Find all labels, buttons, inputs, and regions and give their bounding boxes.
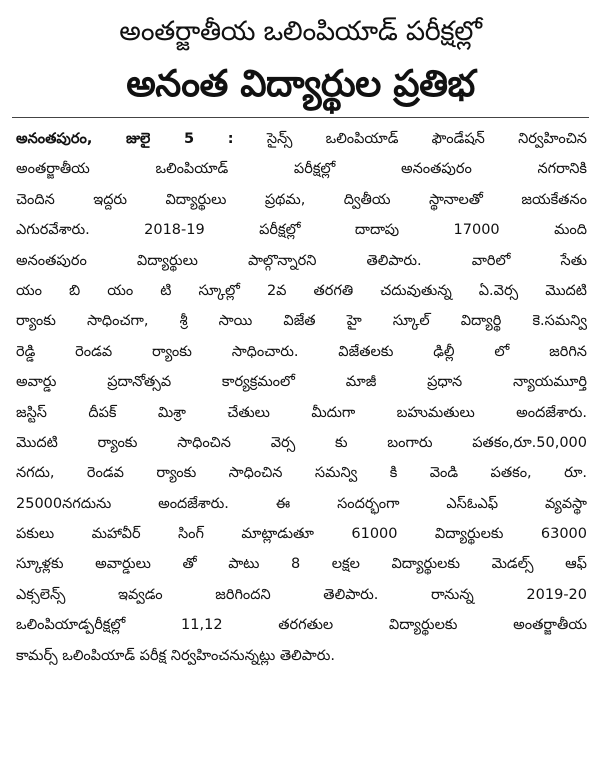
headline-title: అనంత విద్యార్థుల ప్రతిభ [126,62,475,105]
article-line: జస్టిస్ దీపక్ మిశ్రా చేతులు మీదుగా బహుమతులు అందజేశారు. [16,404,587,421]
article-line: స్కూళ్లకు అవార్డులు తో పాటు 8 లక్షల విద్యార్థులకు మెడల్స్ ఆఫ్ [16,556,587,573]
article-line: ర్యాంకు సాధించగా, శ్రీ సాయి విజేత హై స్కూల్ విద్యార్థి కె.సమన్వి [16,313,587,330]
headline-deck: అంతర్జాతీయ ఒలింపియాడ్ పరీక్షల్లో [119,16,482,47]
article-line: చెందిన ఇద్దరు విద్యార్థులు ప్రథమ, ద్వితీయ స్థానాలతో జయకేతనం [16,191,587,208]
article-line: అనంతపురం విద్యార్థులు పాల్గొన్నారని తెలిపారు. వారిలో సేతు [16,252,587,269]
headline-divider [12,117,589,118]
article-line: ఎగురవేశారు. 2018-19 పరీక్షల్లో దాదాపు 17000 మంది [16,222,587,239]
article-line: కామర్స్ ఒలింపియాడ్ పరీక్ష నిర్వహించనున్నట్లు తెలిపారు. [16,647,335,664]
article-line: అవార్డు ప్రదానోత్సవ కార్యక్రమంలో మాజీ ప్రధాన న్యాయమూర్తి [16,374,587,391]
article-line: రెడ్డి రెండవ ర్యాంకు సాధించారు. విజేతలకు ఢిల్లీ లో జరిగిన [16,343,587,360]
article-line [16,124,587,154]
article-line: పకులు మహావీర్ సింగ్ మాట్లాడుతూ 61000 విద్యార్థులకు 63000 [16,526,587,543]
dateline: అనంతపురం, జులై 5 : [16,131,234,147]
article-body [16,124,587,671]
article-line: మొదటి ర్యాంకు సాధించిన వెర్స కు బంగారు పతకం,రూ.50,000 [16,434,587,451]
article-line: 25000నగదును అందజేశారు. ఈ సందర్భంగా ఎస్ఓఎఫ్ వ్యవస్థా [16,495,587,512]
article-line: యం బి యం టి స్కూల్లో 2వ తరగతి చదువుతున్న ఏ.వెర్స మొదటి [16,282,587,299]
article-line: నగదు, రెండవ ర్యాంకు సాధించిన సమన్వి కి వెండి పతకం, రూ. [16,465,587,482]
article-line: అంతర్జాతీయ ఒలింపియాడ్ పరీక్షల్లో అనంతపురం నగరానికి [16,161,587,178]
article-line: ఎక్సలెన్స్ ఇవ్వడం జరిగిందని తెలిపారు. రానున్న 2019-20 [16,586,587,603]
headline-block [0,0,601,112]
article-line-text: సైన్స్ ఒలింపియాడ్ ఫౌండేషన్ నిర్వహించిన [233,131,587,147]
article-line: ఒలింపియాడ్పరీక్షల్లో 11,12 తరగతుల విద్యార్థులకు అంతర్జాతీయ [16,617,587,634]
